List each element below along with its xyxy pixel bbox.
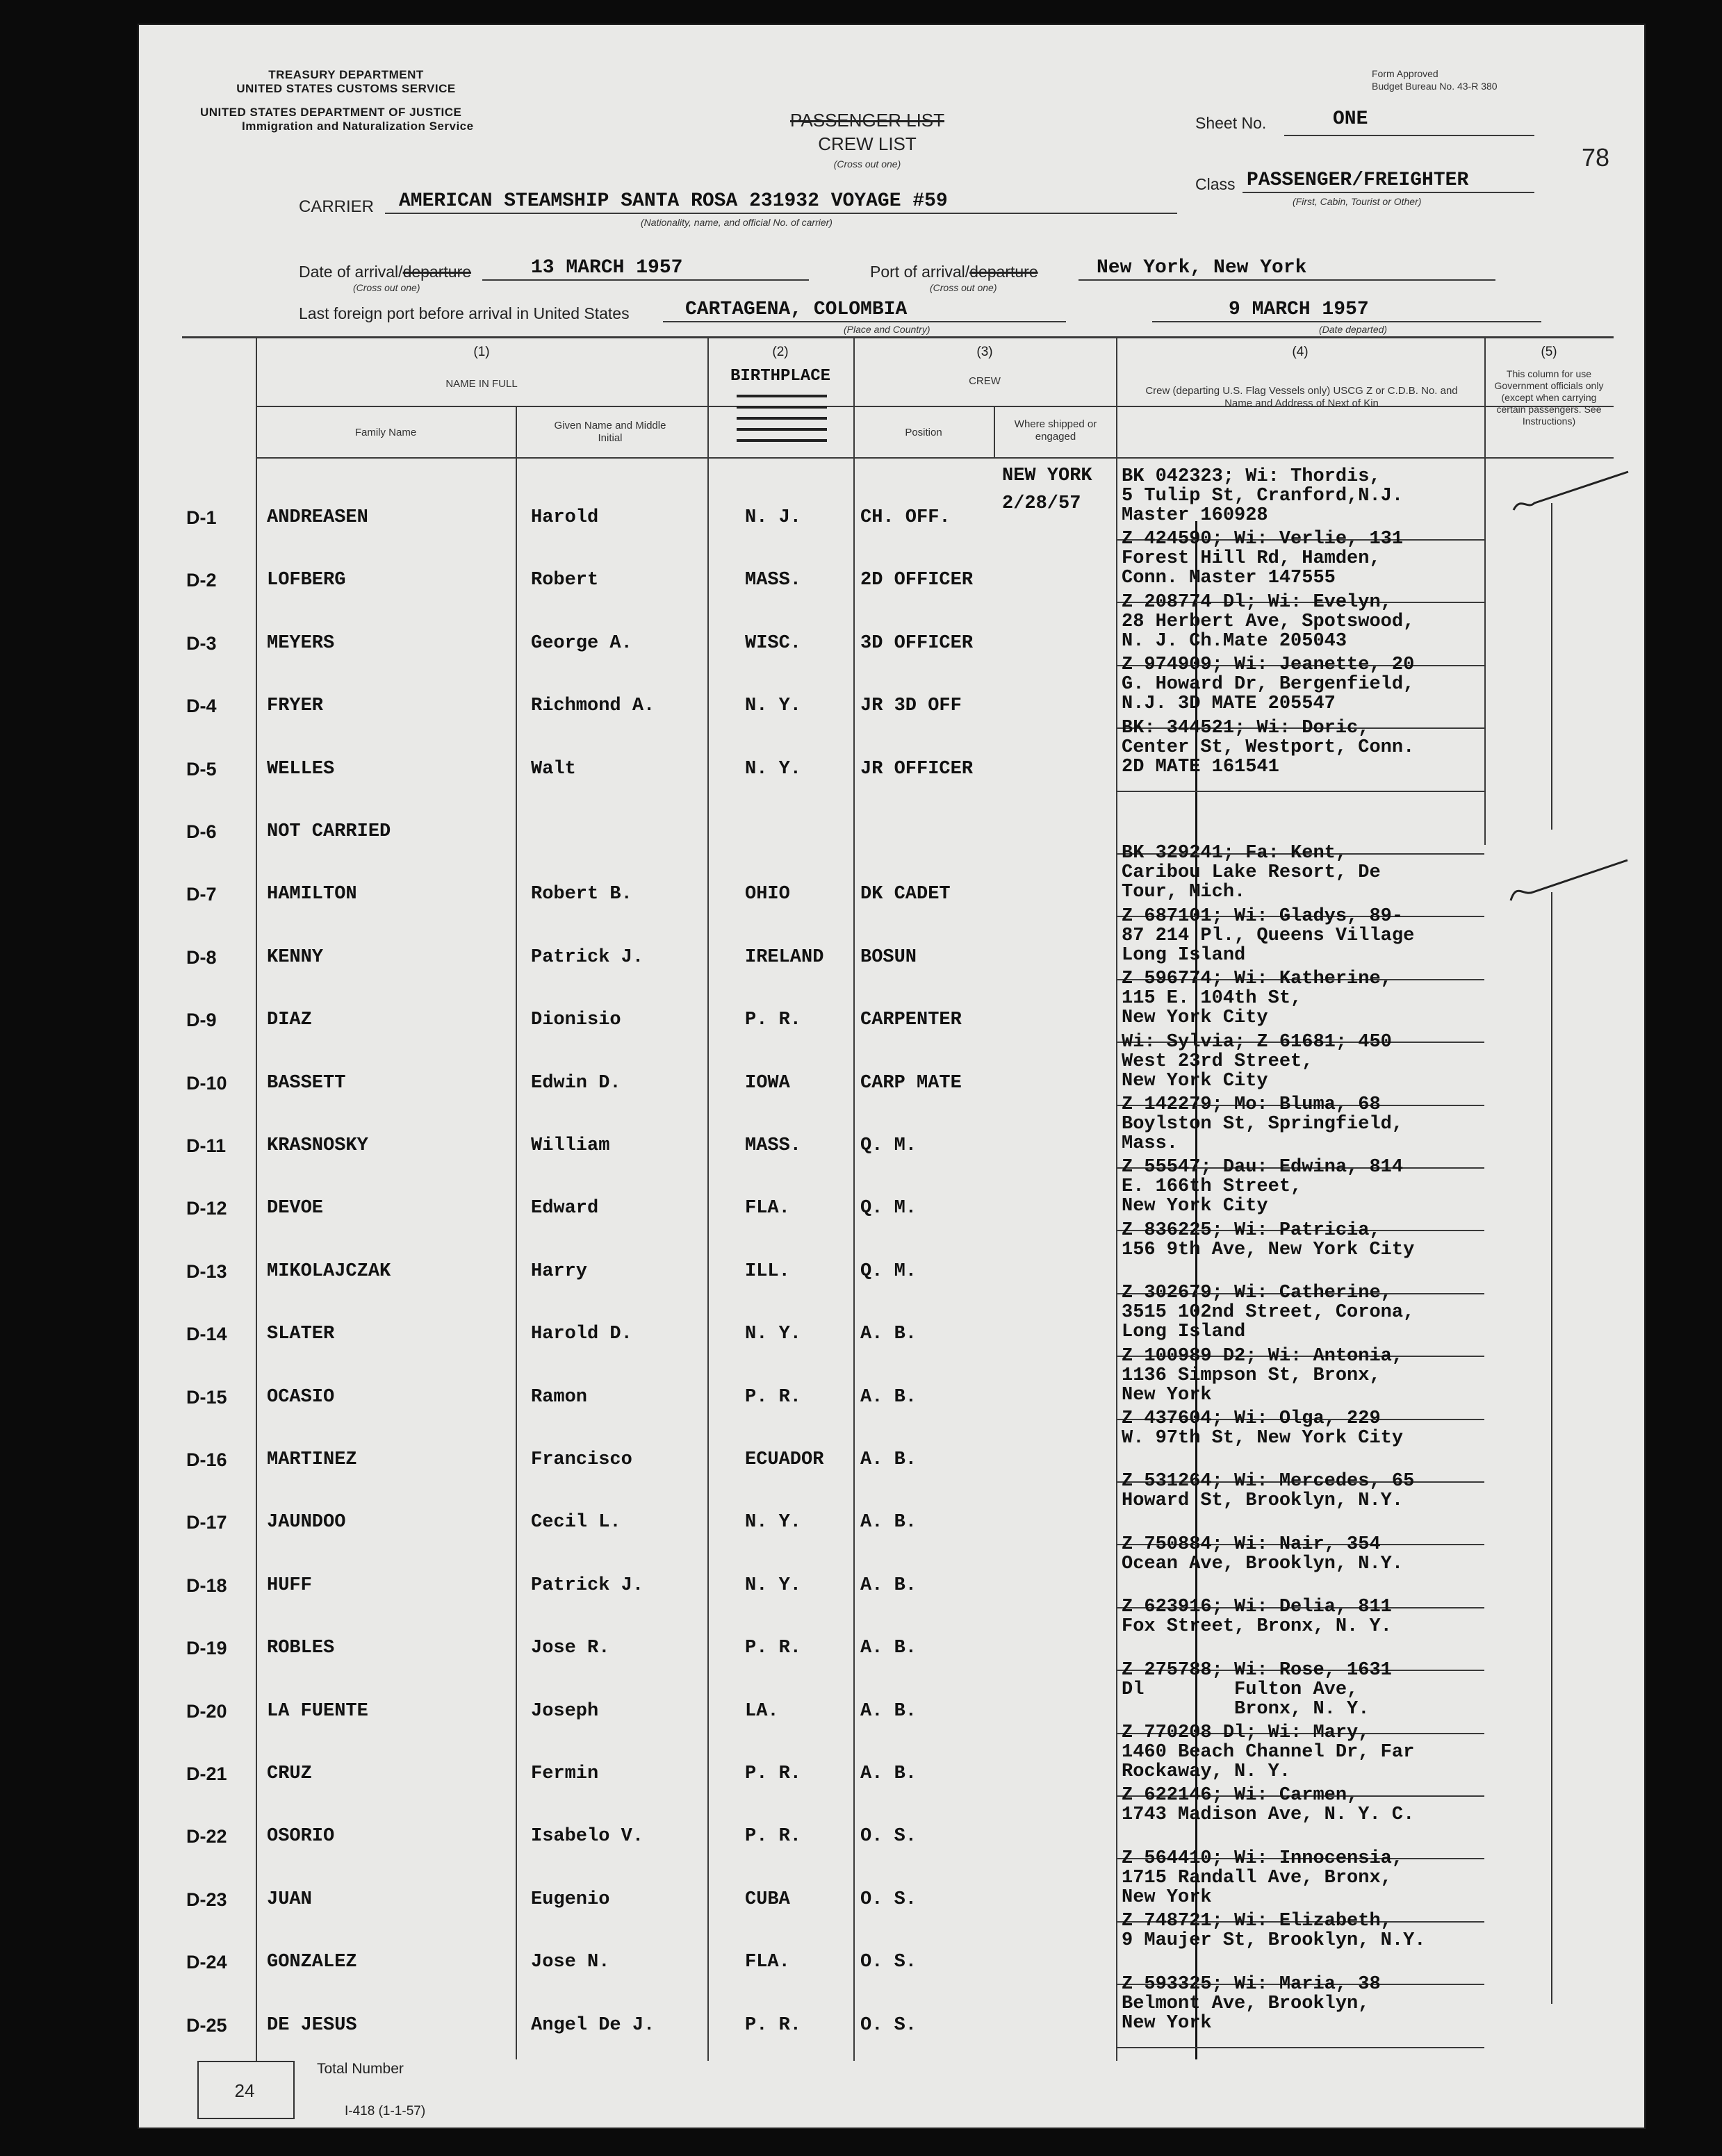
- carrier-note: (Nationality, name, and official No. of carrier): [641, 217, 833, 228]
- birthplace: P. R.: [745, 1010, 802, 1031]
- kin-row-divider: [1116, 2047, 1484, 2048]
- position: JR 3D OFF: [860, 696, 962, 717]
- class-label: Class: [1195, 175, 1236, 193]
- row-id: D-11: [186, 1135, 227, 1156]
- given-name: Joseph: [531, 1700, 599, 1722]
- family-name: DIAZ: [267, 1010, 312, 1031]
- tally-check-mark-2: [1502, 855, 1634, 910]
- col1-number: (1): [473, 345, 490, 359]
- family-name: LA FUENTE: [267, 1700, 368, 1722]
- class-note: (First, Cabin, Tourist or Other): [1293, 196, 1422, 207]
- crew-list-title: CREW LIST: [818, 133, 917, 154]
- birthplace: N. Y.: [745, 758, 802, 780]
- next-of-kin: Z 623916; Wi: Delia, 811 Fox Street, Bronx, N. Y.: [1122, 1597, 1392, 1638]
- agency-treasury: TREASURY DEPARTMENT: [268, 68, 424, 81]
- position: A. B.: [860, 1700, 917, 1722]
- col3b-shipped: Where shipped or engaged: [1014, 418, 1097, 443]
- position: A. B.: [860, 1449, 917, 1470]
- last-port-value: CARTAGENA, COLOMBIA: [685, 299, 908, 320]
- family-name: BASSETT: [267, 1072, 346, 1094]
- cross-out-note: (Cross out one): [833, 158, 901, 170]
- family-name: JAUNDOO: [267, 1512, 346, 1533]
- col3a-position: Position: [905, 427, 942, 438]
- col1b-given: Given Name and Middle Initial: [554, 420, 666, 444]
- family-name: MEYERS: [267, 632, 335, 654]
- shipped-date: 2/28/57: [1002, 493, 1081, 514]
- agency-ins: Immigration and Naturalization Service: [242, 120, 474, 133]
- birthplace: WISC.: [745, 632, 802, 654]
- next-of-kin: Z 687101; Wi: Gladys, 89- 87 214 Pl., Queens Village Long Island: [1122, 905, 1415, 966]
- next-of-kin: BK 042323; Wi: Thordis, 5 Tulip St, Cranford,N.J. Master 160928: [1122, 466, 1404, 526]
- family-name: MIKOLAJCZAK: [267, 1260, 391, 1282]
- position: A. B.: [860, 1386, 917, 1408]
- position: CARPENTER: [860, 1010, 962, 1031]
- sheet-value: ONE: [1333, 108, 1368, 130]
- birthplace: MASS.: [745, 1135, 802, 1156]
- birthplace: IRELAND: [745, 946, 824, 968]
- family-name: MARTINEZ: [267, 1449, 357, 1470]
- row-id: D-17: [186, 1512, 227, 1533]
- next-of-kin: Z 275788; Wi: Rose, 1631 Dl Fulton Ave, Bronx, N. Y.: [1122, 1659, 1392, 1720]
- row-id: D-7: [186, 884, 217, 905]
- row-id: D-14: [186, 1324, 227, 1345]
- given-name: Patrick J.: [531, 946, 644, 968]
- birthplace: P. R.: [745, 2014, 802, 2036]
- position: A. B.: [860, 1638, 917, 1659]
- position: A. B.: [860, 1512, 917, 1533]
- position: O. S.: [860, 1952, 917, 1973]
- birthplace: P. R.: [745, 1763, 802, 1784]
- birthplace: P. R.: [745, 1386, 802, 1408]
- position: A. B.: [860, 1763, 917, 1784]
- next-of-kin: Z 208774 Dl; Wi: Evelyn, 28 Herbert Ave, Spotswood, N. J. Ch.Mate 205043: [1122, 591, 1415, 652]
- row-id: D-9: [186, 1010, 217, 1031]
- passenger-list-struck: PASSENGER LIST: [789, 110, 945, 131]
- row-id: D-6: [186, 821, 217, 842]
- shipped-place: NEW YORK: [1002, 466, 1092, 486]
- birthplace: FLA.: [745, 1198, 790, 1219]
- row-id: D-15: [186, 1386, 227, 1408]
- date-arrival-value: 13 MARCH 1957: [531, 257, 683, 279]
- next-of-kin: Z 564410; Wi: Innocensia, 1715 Randall Ave, Bronx, New York: [1122, 1848, 1404, 1908]
- position: BOSUN: [860, 946, 917, 968]
- row-id: D-18: [186, 1574, 227, 1596]
- date-label: Date of arrival/departure: [299, 263, 472, 281]
- birthplace: FLA.: [745, 1952, 790, 1973]
- birthplace: ECUADOR: [745, 1449, 824, 1470]
- col3-number: (3): [976, 345, 993, 359]
- next-of-kin: Z 622146; Wi: Carmen, 1743 Madison Ave, N. Y. C.: [1122, 1785, 1415, 1826]
- row-id: D-23: [186, 1888, 227, 1910]
- row-id: D-3: [186, 632, 217, 654]
- col3-title: CREW: [969, 375, 1001, 387]
- form-code: I-418 (1-1-57): [345, 2104, 426, 2118]
- next-of-kin: Z 593325; Wi: Maria, 38 Belmont Ave, Brooklyn, New York: [1122, 1973, 1381, 2034]
- position: A. B.: [860, 1574, 917, 1596]
- port-label: Port of arrival/departure: [870, 263, 1038, 281]
- birthplace: P. R.: [745, 1638, 802, 1659]
- row-id: D-21: [186, 1763, 227, 1784]
- given-name: Cecil L.: [531, 1512, 621, 1533]
- row-id: D-10: [186, 1072, 227, 1094]
- crew-list-form: [138, 24, 1646, 2129]
- kin-row-divider: [1116, 791, 1484, 792]
- next-of-kin: Z 596774; Wi: Katherine, 115 E. 104th St, New York City: [1122, 969, 1392, 1029]
- col2-struck-text: [737, 388, 827, 442]
- position: O. S.: [860, 2014, 917, 2036]
- birthplace: N. Y.: [745, 1324, 802, 1345]
- family-name: SLATER: [267, 1324, 335, 1345]
- row-id: D-2: [186, 570, 217, 591]
- form-approved: Form Approved: [1372, 68, 1438, 79]
- next-of-kin: BK 329241; Fa: Kent, Caribou Lake Resort, De Tour, Mich.: [1122, 843, 1381, 903]
- given-name: Walt: [531, 758, 576, 780]
- position: 3D OFFICER: [860, 632, 974, 654]
- given-name: Eugenio: [531, 1888, 610, 1910]
- given-name: Richmond A.: [531, 696, 655, 717]
- next-of-kin: Z 437604; Wi: Olga, 229 W. 97th St, New York City: [1122, 1408, 1404, 1449]
- given-name: Fermin: [531, 1763, 599, 1784]
- given-name: Patrick J.: [531, 1574, 644, 1596]
- next-of-kin: Z 531264; Wi: Mercedes, 65 Howard St, Brooklyn, N.Y.: [1122, 1471, 1415, 1512]
- row-id: D-1: [186, 507, 217, 528]
- family-name: OCASIO: [267, 1386, 335, 1408]
- next-of-kin: Z 836225; Wi: Patricia, 156 9th Ave, New York City: [1122, 1219, 1415, 1260]
- date-note: (Cross out one): [353, 282, 420, 293]
- col1-title: NAME IN FULL: [445, 378, 518, 390]
- agency-justice: UNITED STATES DEPARTMENT OF JUSTICE: [200, 106, 462, 119]
- birthplace: N. Y.: [745, 1512, 802, 1533]
- row-id: D-5: [186, 758, 217, 780]
- family-name: ANDREASEN: [267, 507, 368, 528]
- port-value: New York, New York: [1097, 257, 1307, 279]
- row-id: D-24: [186, 1952, 227, 1973]
- family-name: LOFBERG: [267, 570, 346, 591]
- given-name: Francisco: [531, 1449, 632, 1470]
- given-name: Robert B.: [531, 884, 632, 905]
- col2-number: (2): [772, 345, 789, 359]
- col5-number: (5): [1541, 345, 1557, 359]
- family-name: KRASNOSKY: [267, 1135, 368, 1156]
- col2-title: BIRTHPLACE: [730, 367, 831, 386]
- given-name: Harold: [531, 507, 599, 528]
- given-name: William: [531, 1135, 610, 1156]
- next-of-kin: Z 974909; Wi: Jeanette, 20 G. Howard Dr, Bergenfield, N.J. 3D MATE 205547: [1122, 655, 1415, 715]
- position: O. S.: [860, 1826, 917, 1848]
- col5-title: This column for use Government officials only (except when carrying certain passengers. See Instructions): [1494, 368, 1604, 427]
- row-id: D-22: [186, 1826, 227, 1848]
- birthplace: P. R.: [745, 1826, 802, 1848]
- next-of-kin: Z 100989 D2; Wi: Antonia, 1136 Simpson St, Bronx, New York: [1122, 1345, 1404, 1406]
- row-id: D-8: [186, 946, 217, 968]
- last-port-note: (Place and Country): [844, 324, 930, 335]
- family-name: JUAN: [267, 1888, 312, 1910]
- given-name: Edward: [531, 1198, 599, 1219]
- family-name: GONZALEZ: [267, 1952, 357, 1973]
- row-id: D-20: [186, 1700, 227, 1722]
- birthplace: IOWA: [745, 1072, 790, 1094]
- position: CARP MATE: [860, 1072, 962, 1094]
- departed-value: 9 MARCH 1957: [1229, 299, 1369, 320]
- family-name: FRYER: [267, 696, 324, 717]
- given-name: Jose N.: [531, 1952, 610, 1973]
- carrier-value: AMERICAN STEAMSHIP SANTA ROSA 231932 VOYAGE #59: [399, 190, 948, 212]
- given-name: Robert: [531, 570, 599, 591]
- sheet-label: Sheet No.: [1195, 114, 1267, 132]
- next-of-kin: BK: 344521; Wi: Doric, Center St, Westport, Conn. 2D MATE 161541: [1122, 717, 1415, 777]
- carrier-label: CARRIER: [299, 197, 375, 216]
- next-of-kin: Z 750884; Wi: Nair, 354 Ocean Ave, Brooklyn, N.Y.: [1122, 1533, 1404, 1574]
- given-name: Angel De J.: [531, 2014, 655, 2036]
- next-of-kin: Z 55547; Dau: Edwina, 814 E. 166th Street, New York City: [1122, 1157, 1404, 1217]
- given-name: Ramon: [531, 1386, 588, 1408]
- page-number: 78: [1582, 143, 1610, 172]
- position: 2D OFFICER: [860, 570, 974, 591]
- family-name: WELLES: [267, 758, 335, 780]
- row-id: D-12: [186, 1198, 227, 1219]
- birthplace: N. J.: [745, 507, 802, 528]
- family-name: NOT CARRIED: [267, 821, 391, 842]
- next-of-kin: Z 142279; Mo: Bluma, 68 Boylston St, Springfield, Mass.: [1122, 1094, 1404, 1154]
- birthplace: OHIO: [745, 884, 790, 905]
- next-of-kin: Z 748721; Wi: Elizabeth, 9 Maujer St, Brooklyn, N.Y.: [1122, 1911, 1426, 1952]
- position: DK CADET: [860, 884, 951, 905]
- budget-bureau: Budget Bureau No. 43-R 380: [1372, 81, 1498, 92]
- next-of-kin: Z 770208 Dl; Wi: Mary, 1460 Beach Channel Dr, Far Rockaway, N. Y.: [1122, 1722, 1415, 1782]
- departed-note: (Date departed): [1319, 324, 1388, 335]
- position: CH. OFF.: [860, 507, 951, 528]
- next-of-kin: Z 302679; Wi: Catherine, 3515 102nd Street, Corona, Long Island: [1122, 1283, 1415, 1343]
- row-id: D-4: [186, 696, 217, 717]
- family-name: CRUZ: [267, 1763, 312, 1784]
- family-name: HUFF: [267, 1574, 312, 1596]
- family-name: HAMILTON: [267, 884, 357, 905]
- tally-check-mark-1: [1507, 468, 1632, 517]
- given-name: Isabelo V.: [531, 1826, 644, 1848]
- given-name: Harry: [531, 1260, 588, 1282]
- total-label: Total Number: [317, 2061, 404, 2077]
- position: Q. M.: [860, 1198, 917, 1219]
- birthplace: CUBA: [745, 1888, 790, 1910]
- given-name: Dionisio: [531, 1010, 621, 1031]
- given-name: Harold D.: [531, 1324, 632, 1345]
- position: Q. M.: [860, 1135, 917, 1156]
- total-value: 24: [234, 2080, 255, 2101]
- agency-customs: UNITED STATES CUSTOMS SERVICE: [236, 82, 456, 95]
- position: A. B.: [860, 1324, 917, 1345]
- birthplace: N. Y.: [745, 1574, 802, 1596]
- position: O. S.: [860, 1888, 917, 1910]
- given-name: George A.: [531, 632, 632, 654]
- birthplace: LA.: [745, 1700, 779, 1722]
- class-value: PASSENGER/FREIGHTER: [1247, 170, 1469, 191]
- row-id: D-25: [186, 2014, 227, 2036]
- family-name: DE JESUS: [267, 2014, 357, 2036]
- birthplace: N. Y.: [745, 696, 802, 717]
- row-id: D-19: [186, 1638, 227, 1659]
- family-name: ROBLES: [267, 1638, 335, 1659]
- birthplace: ILL.: [745, 1260, 790, 1282]
- position: Q. M.: [860, 1260, 917, 1282]
- col4-title: Crew (departing U.S. Flag Vessels only) USCG Z or C.D.B. No. and Name and Address of Next of Kin: [1145, 385, 1458, 409]
- birthplace: MASS.: [745, 570, 802, 591]
- next-of-kin: Z 424590; Wi: Verlie, 131 Forest Hill Rd, Hamden, Conn. Master 147555: [1122, 529, 1404, 589]
- next-of-kin: Wi: Sylvia; Z 61681; 450 West 23rd Street, New York City: [1122, 1031, 1392, 1092]
- given-name: Edwin D.: [531, 1072, 621, 1094]
- row-id: D-13: [186, 1260, 227, 1282]
- last-port-label: Last foreign port before arrival in United States: [299, 304, 630, 322]
- col1a-family: Family Name: [354, 427, 417, 438]
- col4-number: (4): [1292, 345, 1309, 359]
- family-name: KENNY: [267, 946, 324, 968]
- position: JR OFFICER: [860, 758, 974, 780]
- given-name: Jose R.: [531, 1638, 610, 1659]
- family-name: OSORIO: [267, 1826, 335, 1848]
- port-note: (Cross out one): [930, 282, 997, 293]
- row-id: D-16: [186, 1449, 227, 1470]
- family-name: DEVOE: [267, 1198, 324, 1219]
